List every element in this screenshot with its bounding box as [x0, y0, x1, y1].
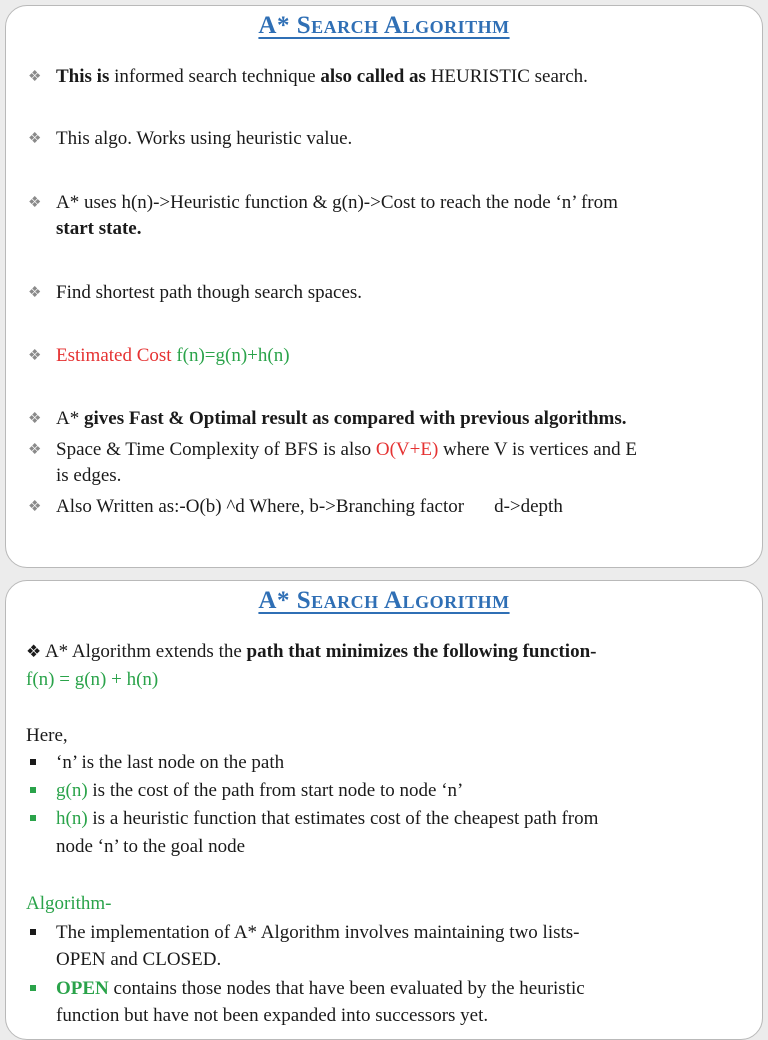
square-bullet-icon: [30, 815, 36, 821]
diamond-bullet-icon: ❖: [28, 285, 42, 301]
diamond-bullet-icon: ❖: [28, 499, 42, 515]
bullet-text: Also Written as:-O(b) ^d Where, b->Branching factor d->depth: [56, 496, 563, 517]
slide-2: [5, 580, 763, 1040]
slide-1: [5, 5, 763, 568]
definition-item: g(n) is the cost of the path from start node to node ‘n’: [56, 780, 464, 801]
here-label: Here,: [26, 725, 68, 746]
slide-title: A* Search Algorithm: [258, 12, 510, 39]
diamond-bullet-icon: ❖: [28, 411, 42, 427]
diamond-bullet-icon: ❖: [28, 131, 42, 147]
bullet-text: Find shortest path though search spaces.: [56, 282, 363, 303]
definition-item-cont: node ‘n’ to the goal node: [56, 836, 246, 857]
bullet-text-cont: start state.: [56, 218, 142, 239]
diamond-bullet-icon: ❖: [28, 69, 42, 85]
square-bullet-icon: [30, 929, 36, 935]
algorithm-item-cont: function but have not been expanded into successors yet.: [56, 1005, 489, 1026]
bullet-text: A* uses h(n)->Heuristic function & g(n)->Cost to reach the node ‘n’ from: [56, 192, 618, 213]
square-bullet-icon: [30, 985, 36, 991]
algorithm-item-cont: OPEN and CLOSED.: [56, 949, 222, 970]
algorithm-label: Algorithm-: [26, 893, 112, 914]
intro-text: ❖ A* Algorithm extends the path that minimizes the following function-: [26, 641, 597, 662]
bullet-text: Space & Time Complexity of BFS is also O(V+E) where V is vertices and E: [56, 439, 638, 460]
formula: f(n) = g(n) + h(n): [26, 669, 159, 690]
diamond-bullet-icon: ❖: [28, 195, 42, 211]
square-bullet-icon: [30, 759, 36, 765]
diamond-bullet-icon: ❖: [28, 348, 42, 364]
bullet-text: Estimated Cost f(n)=g(n)+h(n): [56, 345, 290, 366]
bullet-text-cont: is edges.: [56, 465, 122, 486]
algorithm-item: The implementation of A* Algorithm involves maintaining two lists-: [56, 922, 580, 943]
square-bullet-icon: [30, 787, 36, 793]
bullet-text: This algo. Works using heuristic value.: [56, 128, 353, 149]
diamond-bullet-icon: ❖: [28, 442, 42, 458]
algorithm-item: OPEN contains those nodes that have been evaluated by the heuristic: [56, 978, 585, 999]
bullet-text: A* gives Fast & Optimal result as compared with previous algorithms.: [56, 408, 627, 429]
definition-item: ‘n’ is the last node on the path: [56, 752, 285, 773]
diamond-bullet-icon: ❖: [26, 642, 42, 661]
bullet-text: This is informed search technique also called as HEURISTIC search.: [56, 66, 588, 87]
definition-item: h(n) is a heuristic function that estimates cost of the cheapest path from: [56, 808, 599, 829]
slide-title: A* Search Algorithm: [258, 587, 510, 614]
